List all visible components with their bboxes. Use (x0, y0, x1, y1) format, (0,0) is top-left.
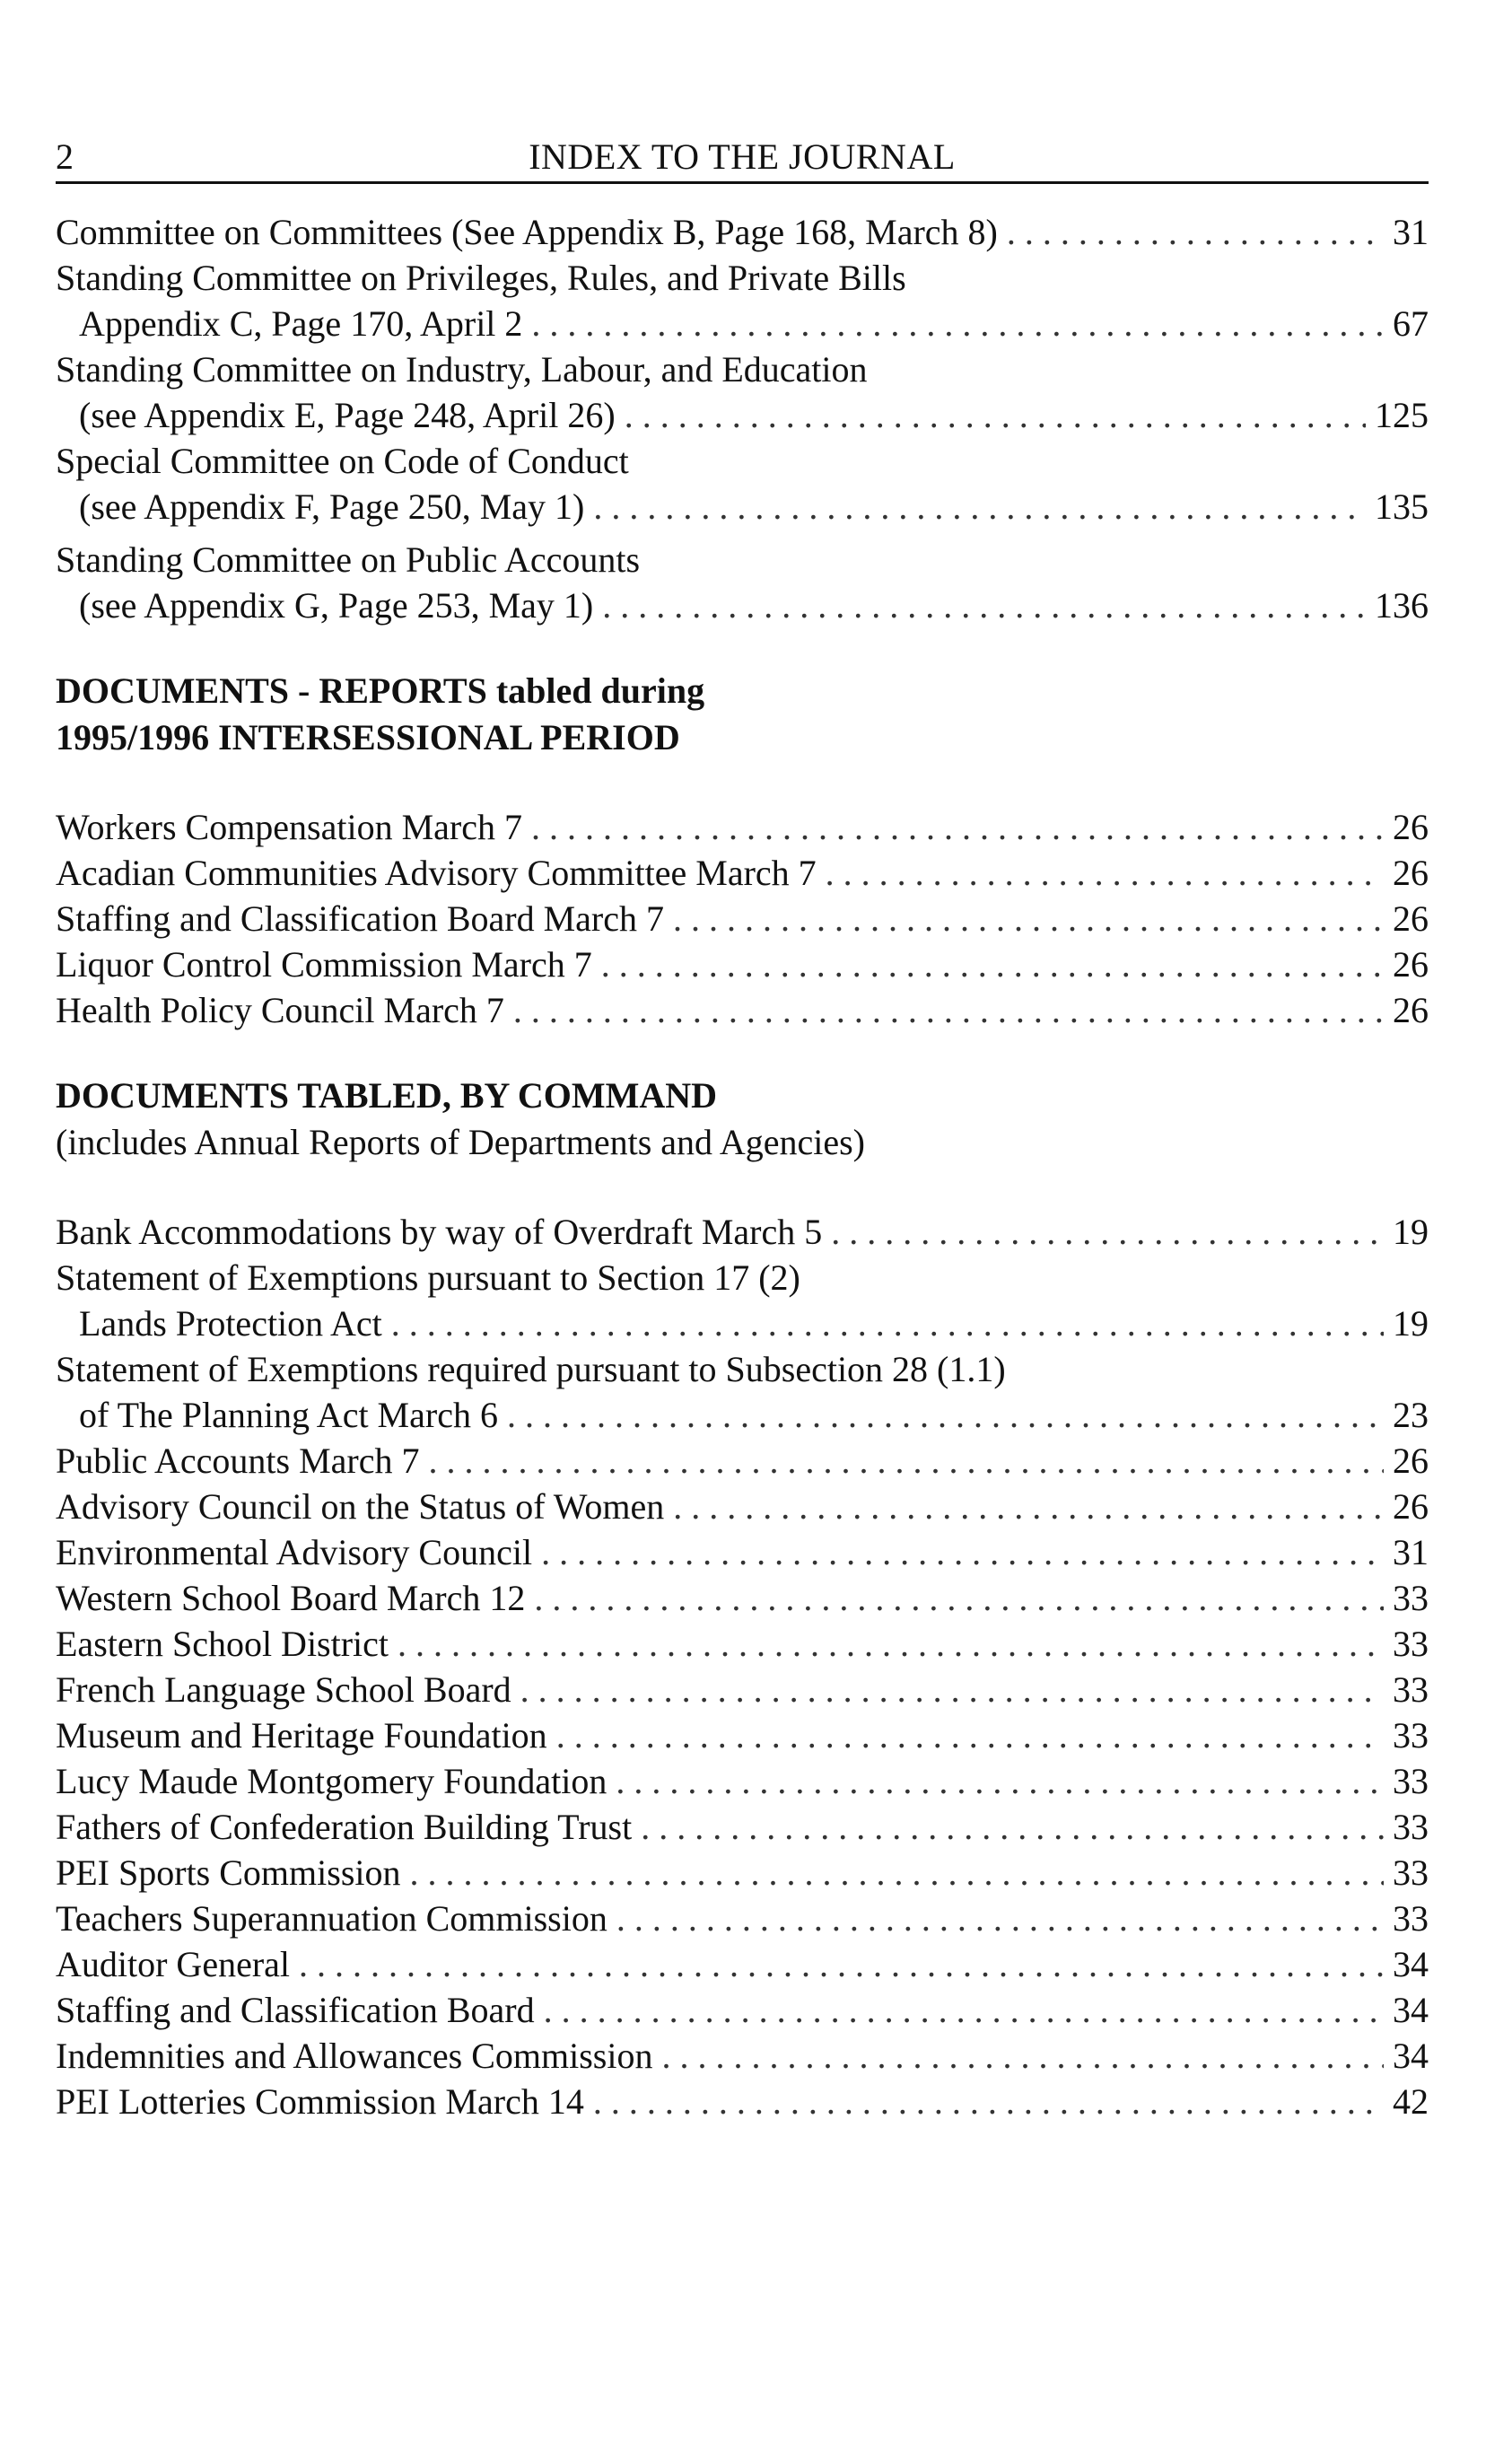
page-reference: 33 (1393, 1852, 1429, 1893)
index-entry (56, 255, 1429, 346)
page-reference: 34 (1393, 1990, 1429, 2030)
index-entry (56, 1850, 1429, 1896)
index-entry-line (56, 1529, 1429, 1575)
page-reference: 125 (1375, 395, 1429, 435)
page-reference: 136 (1375, 585, 1429, 626)
page-reference: 19 (1393, 1303, 1429, 1344)
committee-entries (56, 209, 1429, 628)
index-entry (56, 346, 1429, 438)
index-entry-text: Eastern School District (56, 1624, 389, 1664)
index-entry-text: Lands Protection Act (79, 1303, 382, 1344)
dot-leader (531, 301, 1384, 346)
page-reference: 26 (1393, 990, 1429, 1030)
index-entry-text: (see Appendix G, Page 253, May 1) (79, 585, 594, 626)
page-reference: 33 (1393, 1715, 1429, 1756)
index-entry-text: PEI Sports Commission (56, 1852, 401, 1893)
index-entry (56, 1896, 1429, 1941)
index-entry-line (56, 1712, 1429, 1758)
dot-leader (531, 804, 1384, 850)
index-entry-line (56, 484, 1429, 530)
index-entry-text: Western School Board March 12 (56, 1578, 526, 1618)
index-entry-line (56, 346, 1429, 392)
index-entry-text: Bank Accommodations by way of Overdraft March 5 (56, 1212, 823, 1252)
dot-leader (391, 1300, 1384, 1346)
index-entry-text: of The Planning Act March 6 (79, 1395, 498, 1435)
index-entry (56, 1987, 1429, 2033)
index-entry-line (56, 1438, 1429, 1484)
dot-leader (398, 1621, 1384, 1667)
dot-leader (541, 1529, 1384, 1575)
index-entry (56, 1804, 1429, 1850)
index-entry (56, 1712, 1429, 1758)
dot-leader (520, 1667, 1384, 1712)
dot-leader (1007, 209, 1384, 255)
index-entry-text: Standing Committee on Industry, Labour, and Education (56, 349, 868, 390)
index-entry-text: Lucy Maude Montgomery Foundation (56, 1761, 607, 1801)
index-entry-line (56, 1300, 1429, 1346)
index-entry-text: Workers Compensation March 7 (56, 807, 522, 847)
dot-leader (662, 2033, 1385, 2079)
index-entry (56, 1484, 1429, 1529)
dot-leader (616, 1896, 1384, 1941)
index-entry-line (56, 941, 1429, 987)
dot-leader (826, 850, 1384, 896)
page-reference: 31 (1393, 212, 1429, 252)
page-reference: 33 (1393, 1898, 1429, 1939)
index-entry-text: Statement of Exemptions required pursuant to Subsection 28 (1.1) (56, 1349, 1006, 1389)
index-entry (56, 1529, 1429, 1575)
index-entry (56, 1346, 1429, 1438)
index-entry-text: French Language School Board (56, 1669, 511, 1710)
dot-leader (641, 1804, 1384, 1850)
page-reference: 26 (1393, 1486, 1429, 1527)
index-entry-text: Public Accounts March 7 (56, 1440, 420, 1481)
index-entry-line (56, 1941, 1429, 1987)
section-heading-line: DOCUMENTS - REPORTS tabled during (56, 670, 705, 711)
index-entry (56, 850, 1429, 896)
page-reference: 26 (1393, 807, 1429, 847)
index-entry-text: Committee on Committees (See Appendix B, Page 168, March 8) (56, 212, 998, 252)
index-entry-text: (see Appendix E, Page 248, April 26) (79, 395, 616, 435)
index-entry-line (56, 301, 1429, 346)
page-reference: 26 (1393, 1440, 1429, 1481)
page-reference: 34 (1393, 1944, 1429, 1984)
page-reference: 34 (1393, 2036, 1429, 2076)
index-entry-line (56, 987, 1429, 1033)
index-entry-text: Environmental Advisory Council (56, 1532, 533, 1572)
index-entry-text: Auditor General (56, 1944, 291, 1984)
dot-leader (507, 1392, 1384, 1438)
index-entry-line (56, 1758, 1429, 1804)
dot-leader (410, 1850, 1384, 1896)
page-reference: 33 (1393, 1761, 1429, 1801)
index-entry (56, 1667, 1429, 1712)
index-entry-text: Liquor Control Commission March 7 (56, 944, 592, 985)
section-heading-command (56, 1073, 1429, 1119)
index-entry-text: Staffing and Classification Board March 7 (56, 898, 665, 939)
index-entry-text: Standing Committee on Privileges, Rules, and Private Bills (56, 258, 906, 298)
dot-leader (593, 2079, 1384, 2124)
dot-leader (673, 896, 1384, 941)
index-entry-text: (see Appendix F, Page 250, May 1) (79, 486, 585, 527)
index-entry (56, 896, 1429, 941)
index-entry (56, 1941, 1429, 1987)
page-reference: 31 (1393, 1532, 1429, 1572)
index-entry-line (56, 438, 1429, 484)
index-entry (56, 804, 1429, 850)
index-entry (56, 1758, 1429, 1804)
index-entry-line (56, 1346, 1429, 1392)
command-entries (56, 1209, 1429, 2124)
index-entry-line (56, 804, 1429, 850)
index-entry-line (56, 1896, 1429, 1941)
index-entry-line (56, 1575, 1429, 1621)
index-entry-line (56, 2079, 1429, 2124)
section-heading-reports (56, 668, 1429, 761)
dot-leader (429, 1438, 1385, 1484)
page-reference: 135 (1375, 486, 1429, 527)
dot-leader (601, 941, 1384, 987)
page-reference: 33 (1393, 1807, 1429, 1847)
index-entry-line (56, 1484, 1429, 1529)
index-entry-line (56, 537, 1429, 582)
index-entry-text: Appendix C, Page 170, April 2 (79, 303, 523, 344)
dot-leader (625, 392, 1366, 438)
index-entry-line (56, 1667, 1429, 1712)
index-entry (56, 1621, 1429, 1667)
index-entry-line (56, 1804, 1429, 1850)
index-entry-text: Advisory Council on the Status of Women (56, 1486, 665, 1527)
index-entry-line (56, 2033, 1429, 2079)
dot-leader (602, 582, 1366, 628)
reports-entries (56, 804, 1429, 1033)
page-reference: 42 (1393, 2081, 1429, 2122)
index-entry-line (56, 209, 1429, 255)
index-entry-text: Staffing and Classification Board (56, 1990, 535, 2030)
index-entry-line (56, 1209, 1429, 1255)
dot-leader (616, 1758, 1384, 1804)
index-entry-line (56, 582, 1429, 628)
index-entry-text: Health Policy Council March 7 (56, 990, 504, 1030)
dot-leader (831, 1209, 1384, 1255)
index-entry (56, 209, 1429, 255)
index-entry (56, 1575, 1429, 1621)
dot-leader (556, 1712, 1384, 1758)
index-page (56, 126, 1429, 2124)
page-reference: 26 (1393, 898, 1429, 939)
index-entry-line (56, 1255, 1429, 1300)
index-entry-line (56, 1621, 1429, 1667)
index-entry-line (56, 392, 1429, 438)
index-entry-text: PEI Lotteries Commission March 14 (56, 2081, 584, 2122)
page-reference: 33 (1393, 1669, 1429, 1710)
index-entry-text: Special Committee on Code of Conduct (56, 441, 629, 481)
dot-leader (544, 1987, 1384, 2033)
index-entry-text: Indemnities and Allowances Commission (56, 2036, 653, 2076)
index-entry (56, 2079, 1429, 2124)
index-entry-line (56, 1392, 1429, 1438)
index-entry-text: Statement of Exemptions pursuant to Section 17 (2) (56, 1257, 800, 1298)
page-reference: 23 (1393, 1395, 1429, 1435)
index-entry-line (56, 1850, 1429, 1896)
index-entry-text: Museum and Heritage Foundation (56, 1715, 547, 1756)
page-reference: 33 (1393, 1624, 1429, 1664)
page-number: 2 (56, 136, 74, 177)
index-entry-text: Standing Committee on Public Accounts (56, 539, 641, 580)
dot-leader (513, 987, 1384, 1033)
index-entry-line (56, 1987, 1429, 2033)
dot-leader (534, 1575, 1384, 1621)
index-entry-line (56, 850, 1429, 896)
page-header (56, 126, 1429, 184)
index-entry (56, 941, 1429, 987)
dot-leader (593, 484, 1366, 530)
page-reference: 26 (1393, 944, 1429, 985)
dot-leader (299, 1941, 1384, 1987)
section-heading-line: 1995/1996 INTERSESSIONAL PERIOD (56, 717, 680, 757)
index-entry-text: Teachers Superannuation Commission (56, 1898, 607, 1939)
index-entry (56, 2033, 1429, 2079)
index-entry-text: Acadian Communities Advisory Committee March 7 (56, 853, 817, 893)
index-entry (56, 1255, 1429, 1346)
page-reference: 19 (1393, 1212, 1429, 1252)
section-heading-line: DOCUMENTS TABLED, BY COMMAND (56, 1075, 718, 1116)
page-reference: 26 (1393, 853, 1429, 893)
page-reference: 67 (1393, 303, 1429, 344)
page-reference: 33 (1393, 1578, 1429, 1618)
index-entry (56, 1209, 1429, 1255)
index-entry-line (56, 896, 1429, 941)
index-entry (56, 987, 1429, 1033)
page-title: INDEX TO THE JOURNAL (529, 136, 956, 177)
dot-leader (673, 1484, 1384, 1529)
index-entry (56, 537, 1429, 628)
index-entry (56, 438, 1429, 537)
index-entry (56, 1438, 1429, 1484)
section-subheading: (includes Annual Reports of Departments and Agencies) (56, 1122, 865, 1162)
index-entry-line (56, 255, 1429, 301)
index-entry-text: Fathers of Confederation Building Trust (56, 1807, 633, 1847)
